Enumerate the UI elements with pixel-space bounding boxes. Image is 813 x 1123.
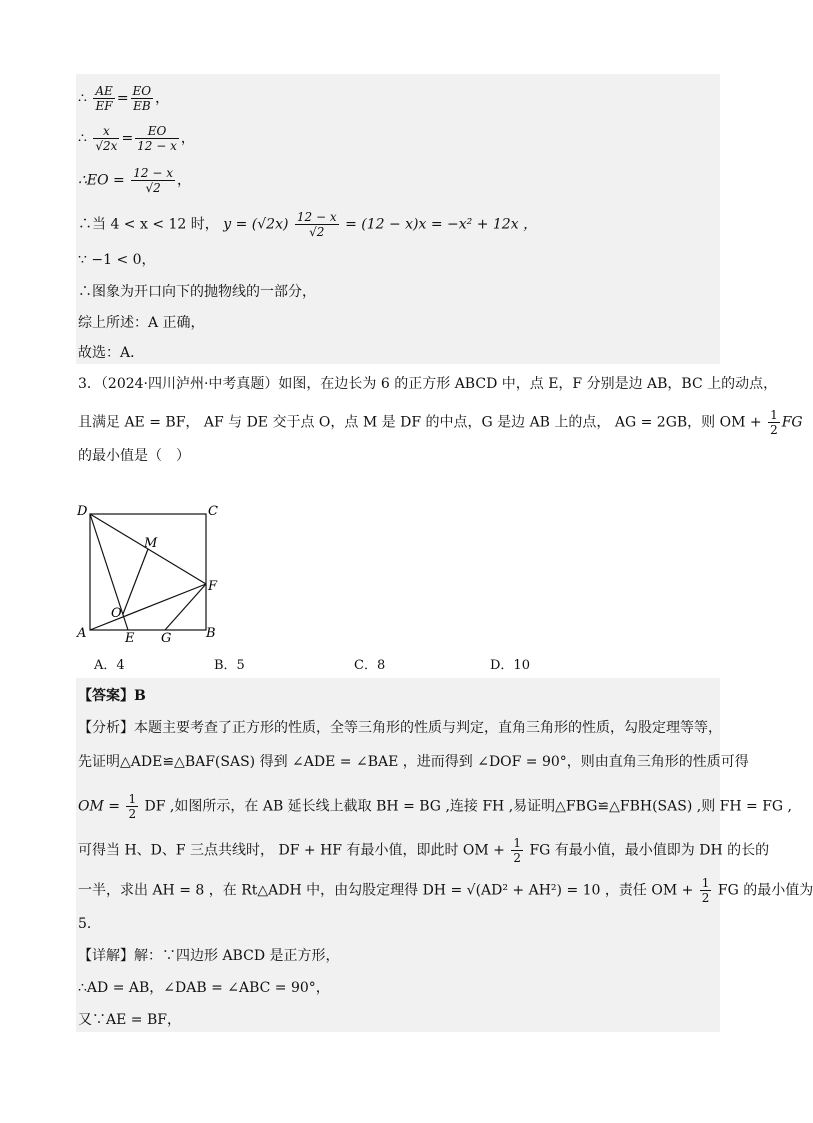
choice-b: B．5 — [214, 658, 245, 673]
fraction: $\frac{1}{2}$ — [513, 836, 521, 865]
label-a: A — [77, 626, 87, 641]
label-g: G — [161, 631, 172, 646]
answer-line: 【答案】B — [78, 688, 146, 704]
segment-af — [90, 584, 206, 630]
detail-line-2: ∴AD = AB，∠DAB = ∠ABC = 90°， — [78, 980, 330, 996]
step-substitution-line: ∴ $\frac{x}{√2x}$ = $\frac{EO}{12 - x}$ ， — [78, 124, 195, 153]
choice-a: A．4 — [94, 658, 125, 673]
analysis-line-3: OM = $\frac{1}{2}$ DF ,如图所示，在 AB 延长线上截取 BH = BG ,连接 FH ,易证明△FBG≌△FBH(SAS) ,则 FH = FG , — [78, 792, 793, 821]
question-line-3: 的最小值是（ ） — [78, 448, 190, 464]
question-line-1: 3．（2024·四川泸州·中考真题）如图，在边长为 6 的正方形 ABCD 中，点 E，F 分别是边 AB，BC 上的动点， — [78, 376, 778, 392]
label-f: F — [208, 579, 218, 594]
label-e: E — [125, 631, 135, 646]
fraction: $\frac{1}{2}$ — [770, 408, 778, 437]
label-c: C — [208, 504, 218, 519]
choice-d: D．10 — [490, 658, 530, 673]
step-choice-line: 故选：A． — [78, 345, 145, 361]
question-line-2: 且满足 AE = BF， AF 与 DE 交于点 O，点 M 是 DF 的中点，G 是边 AB 上的点， AG = 2GB，则 OM + $\frac{1}{2}$ FG — [78, 408, 803, 437]
step-conclusion-line: 综上所述：A 正确， — [78, 315, 205, 331]
analysis-line-6: 5． — [78, 916, 101, 932]
segment-mo — [123, 549, 148, 614]
fraction: $\frac{1}{2}$ — [128, 792, 137, 821]
square-geometry-figure — [70, 500, 230, 645]
label-o: O — [111, 606, 122, 621]
detail-line-1: 【详解】解：∵四边形 ABCD 是正方形， — [78, 948, 340, 964]
segment-gf — [165, 584, 206, 630]
fraction: $\frac{EO}{EB}$ — [132, 84, 152, 113]
analysis-line-2: 先证明△ADE≌△BAF(SAS) 得到 ∠ADE = ∠BAE ，进而得到 ∠DOF = 90°，则由直角三角形的性质可得 — [78, 754, 749, 770]
analysis-line-5: 一半，求出 AH = 8 ，在 Rt△ADH 中，由勾股定理得 DH = √(AD² + AH²) = 10 ，责任 OM + $\frac{1}{2}$ FG 的最小值为 — [78, 876, 813, 905]
fraction: $\frac{AE}{EF}$ — [95, 84, 113, 113]
step-function-line: ∴当 4 < x < 12 时， y = (√2x) $\frac{12 - x}{√2}$ = (12 − x)x = −x² + 12x ， — [78, 210, 538, 239]
step-eo-line: ∴EO = $\frac{12 - x}{√2}$ ， — [78, 166, 191, 195]
fraction: $\frac{12 - x}{√2}$ — [133, 166, 173, 195]
detail-line-3: 又∵AE = BF， — [78, 1012, 181, 1028]
label-d: D — [77, 504, 88, 519]
fraction: $\frac{x}{√2x}$ — [95, 124, 118, 153]
fraction: $\frac{EO}{12 - x}$ — [137, 124, 177, 153]
step-ratio-line: ∴ $\frac{AE}{EF}$ = $\frac{EO}{EB}$ ， — [78, 84, 170, 113]
segment-de — [90, 514, 128, 630]
choice-c: C．8 — [354, 658, 386, 673]
step-parabola-line: ∴图象为开口向下的抛物线的一部分， — [78, 284, 316, 300]
fraction: $\frac{12 - x}{√2}$ — [296, 210, 337, 239]
square-abcd — [90, 514, 206, 630]
fraction: $\frac{1}{2}$ — [701, 876, 710, 905]
analysis-line-1: 【分析】本题主要考查了正方形的性质，全等三角形的性质与判定，直角三角形的性质，勾股定理等等， — [78, 720, 722, 736]
step-coefficient-line: ∵ −1 < 0， — [78, 252, 156, 268]
label-b: B — [206, 626, 216, 641]
label-m: M — [144, 536, 158, 551]
analysis-line-4: 可得当 H、D、F 三点共线时， DF + HF 有最小值，即此时 OM + $\frac{1}{2}$ FG 有最小值，最小值即为 DH 的长的 — [78, 836, 770, 865]
